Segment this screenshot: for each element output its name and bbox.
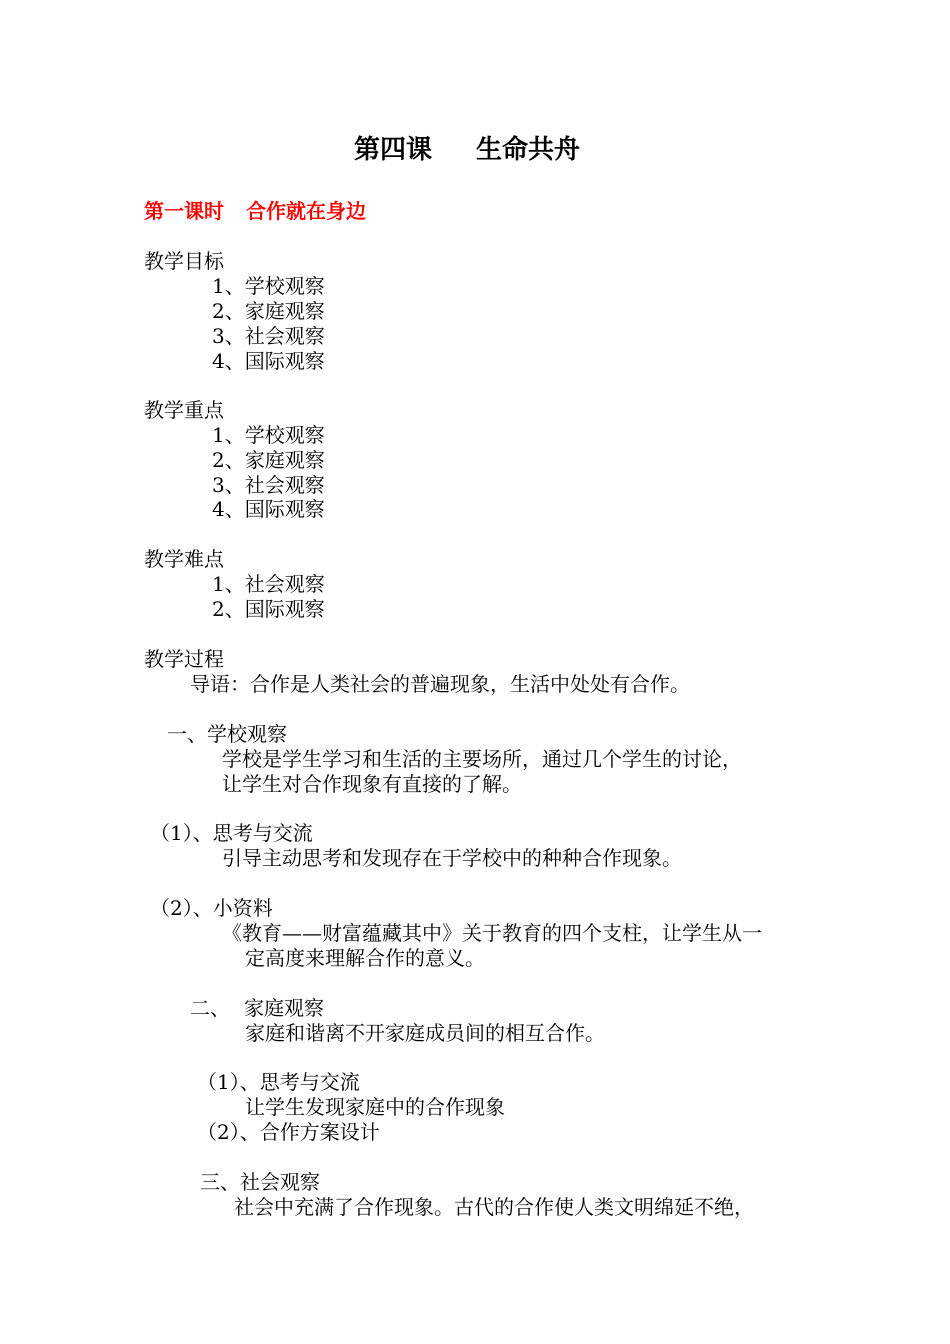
difficulties-heading: 教学难点	[144, 547, 224, 571]
difficulty-item: 1、社会观察	[212, 572, 325, 596]
family-observation-title: 家庭观察	[244, 996, 324, 1020]
page-title	[354, 133, 580, 167]
lesson-topic: 生命共舟	[476, 135, 581, 165]
school-observation-text: 学校是学生学习和生活的主要场所，通过几个学生的讨论，	[222, 747, 742, 771]
family-observation-text: 家庭和谐离不开家庭成员间的相互合作。	[245, 1021, 605, 1045]
key-point-item: 2、家庭观察	[212, 448, 325, 472]
school-observation-heading: 一、学校观察	[167, 722, 287, 746]
lesson-number: 第四课	[354, 135, 433, 165]
period-topic: 合作就在身边	[246, 199, 366, 223]
key-point-item: 1、学校观察	[212, 423, 325, 447]
goal-item: 2、家庭观察	[212, 299, 325, 323]
society-observation-heading: 三、社会观察	[200, 1170, 320, 1194]
family-think-heading: （1）、思考与交流	[197, 1070, 360, 1094]
school-observation-text: 让学生对合作现象有直接的了解。	[222, 772, 522, 796]
section-subtitle	[144, 199, 366, 224]
family-think-text: 让学生发现家庭中的合作现象	[245, 1095, 505, 1119]
society-observation-text: 社会中充满了合作现象。古代的合作使人类文明绵延不绝，	[234, 1195, 754, 1219]
key-points-heading: 教学重点	[144, 398, 224, 422]
period-label: 第一课时	[144, 199, 224, 223]
goal-item: 4、国际观察	[212, 349, 325, 373]
think-exchange-heading: （1）、思考与交流	[150, 821, 313, 845]
goal-item: 1、学校观察	[212, 274, 325, 298]
difficulty-item: 2、国际观察	[212, 597, 325, 621]
think-exchange-text: 引导主动思考和发现存在于学校中的种种合作现象。	[222, 846, 682, 870]
process-intro: 导语：合作是人类社会的普遍现象，生活中处处有合作。	[190, 672, 690, 696]
key-point-item: 4、国际观察	[212, 497, 325, 521]
key-point-item: 3、社会观察	[212, 473, 325, 497]
goals-heading: 教学目标	[144, 249, 224, 273]
cooperation-plan-heading: （2）、合作方案设计	[197, 1120, 380, 1144]
small-data-heading: （2）、小资料	[150, 896, 273, 920]
small-data-text: 《教育——财富蕴藏其中》关于教育的四个支柱，让学生从一	[222, 921, 762, 945]
goal-item: 3、社会观察	[212, 324, 325, 348]
family-observation-heading	[190, 996, 324, 1021]
small-data-text: 定高度来理解合作的意义。	[245, 946, 485, 970]
process-heading: 教学过程	[144, 647, 224, 671]
family-observation-number: 二、	[190, 996, 230, 1020]
